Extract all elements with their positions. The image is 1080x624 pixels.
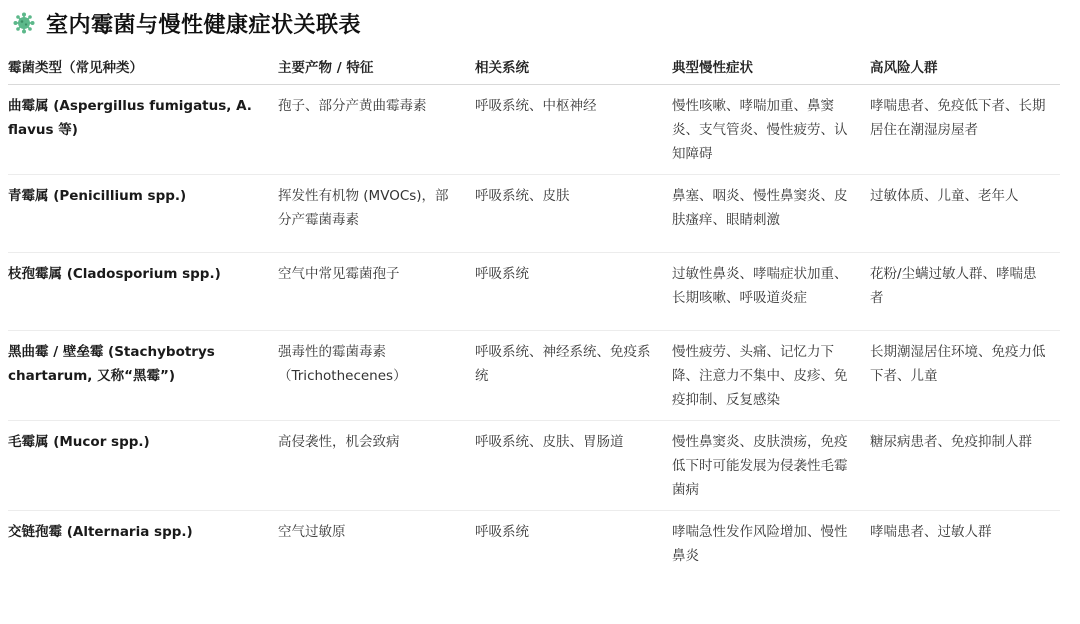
cell-products: 挥发性有机物 (MVOCs)，部分产霉菌毒素 [278,175,475,253]
cell-systems: 呼吸系统、中枢神经 [475,85,672,175]
header-risk-groups: 高风险人群 [870,48,1060,85]
cell-mold-type: 枝孢霉属 (Cladosporium spp.) [8,253,278,331]
cell-systems: 呼吸系统 [475,253,672,331]
cell-risk-groups: 长期潮湿居住环境、免疫力低下者、儿童 [870,331,1060,421]
cell-symptoms: 哮喘急性发作风险增加、慢性鼻炎 [672,524,848,564]
cell-risk-groups: 哮喘患者、过敏人群 [870,524,992,540]
cell-mold-type: 黑曲霉 / 壁垒霉 (Stachybotrys chartarum, 又称“黑霉”) [8,331,278,421]
cell-mold-type: 毛霉属 (Mucor spp.) [8,421,278,511]
table-header-row [8,48,1060,85]
cell-symptoms: 鼻塞、咽炎、慢性鼻窦炎、皮肤瘙痒、眼睛刺激 [672,175,870,253]
cell-products: 空气过敏原 [278,524,346,540]
cell-systems: 呼吸系统、神经系统、免疫系统 [475,331,672,421]
cell-risk-groups: 过敏体质、儿童、老年人 [870,175,1060,253]
cell-symptoms: 慢性鼻窦炎、皮肤溃疡，免疫低下时可能发展为侵袭性毛霉菌病 [672,421,870,511]
table-row [8,331,1060,421]
cell-mold-type: 曲霉属 (Aspergillus fumigatus, A. flavus 等) [8,85,278,175]
mold-microbe-icon [12,11,36,35]
header-products: 主要产物 / 特征 [278,48,475,85]
header-systems: 相关系统 [475,48,672,85]
page-title: 室内霉菌与慢性健康症状关联表 [46,12,362,38]
title-row [12,8,1060,38]
cell-products: 高侵袭性，机会致病 [278,421,475,511]
cell-systems: 呼吸系统 [475,524,529,540]
cell-products: 强毒性的霉菌毒素（Trichothecenes） [278,331,475,421]
cell-risk-groups: 花粉/尘螨过敏人群、哮喘患者 [870,253,1060,331]
table-row [8,421,1060,511]
cell-symptoms: 过敏性鼻炎、哮喘症状加重、长期咳嗽、呼吸道炎症 [672,253,870,331]
cell-risk-groups: 糖尿病患者、免疫抑制人群 [870,421,1060,511]
cell-symptoms: 慢性咳嗽、哮喘加重、鼻窦炎、支气管炎、慢性疲劳、认知障碍 [672,85,870,175]
table-row [8,85,1060,175]
table-row [8,253,1060,331]
header-symptoms: 典型慢性症状 [672,48,870,85]
cell-mold-type: 交链孢霉 (Alternaria spp.) [8,524,193,540]
cell-symptoms: 慢性疲劳、头痛、记忆力下降、注意力不集中、皮疹、免疫抑制、反复感染 [672,331,870,421]
cell-systems: 呼吸系统、皮肤 [475,175,672,253]
mold-symptom-table [8,48,1060,576]
table-row [8,511,1060,577]
header-mold-type: 霉菌类型（常见种类） [8,48,278,85]
cell-mold-type: 青霉属 (Penicillium spp.) [8,175,278,253]
table-row [8,175,1060,253]
cell-products: 空气中常见霉菌孢子 [278,253,475,331]
cell-risk-groups: 哮喘患者、免疫低下者、长期居住在潮湿房屋者 [870,85,1060,175]
cell-products: 孢子、部分产黄曲霉毒素 [278,85,475,175]
cell-systems: 呼吸系统、皮肤、胃肠道 [475,421,672,511]
